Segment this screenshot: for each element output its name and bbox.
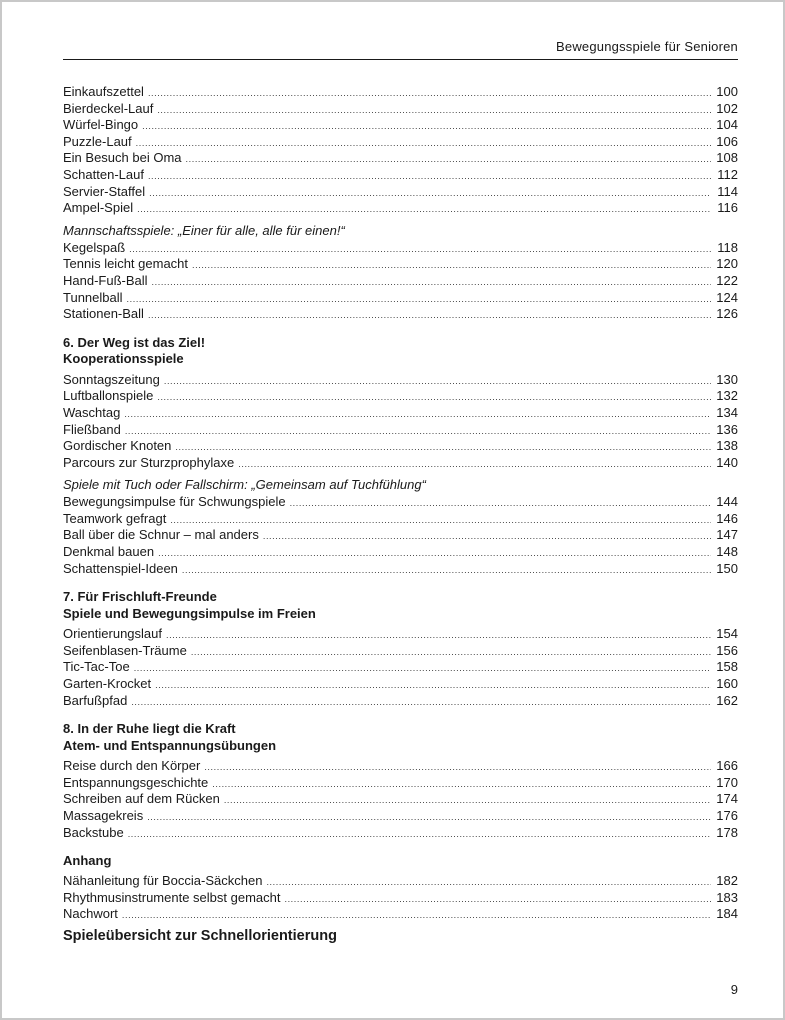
dot-leader — [125, 423, 711, 440]
dot-leader — [127, 291, 711, 308]
toc-entry-label: Sonntagszeitung — [63, 371, 160, 387]
toc-entry-label: Einkaufszettel — [63, 84, 144, 99]
toc-entry-page: 174 — [716, 791, 738, 807]
toc-entry[interactable] — [63, 659, 738, 676]
toc-entry-label: Hand-Fuß-Ball — [63, 272, 148, 288]
dot-leader — [290, 495, 711, 512]
toc-entry-label: Waschtag — [63, 404, 121, 420]
toc-entry-label: Nachwort — [63, 906, 118, 922]
toc-entry[interactable] — [63, 240, 738, 257]
toc-entry-page: 140 — [716, 454, 738, 470]
dot-leader — [224, 792, 711, 809]
toc-entry-page: 182 — [716, 873, 738, 889]
toc-entry[interactable] — [63, 167, 738, 184]
toc-entry-label: Teamwork gefragt — [63, 510, 167, 526]
toc-entry-page: 160 — [716, 676, 738, 692]
toc-entry-label: Tennis leicht gemacht — [63, 256, 189, 272]
toc-entry-label: Ein Besuch bei Oma — [63, 150, 182, 166]
toc-entry-page: 134 — [716, 404, 738, 420]
toc-entry-label: Parcours zur Sturzprophylaxe — [63, 454, 235, 470]
toc-entry[interactable] — [63, 405, 738, 422]
toc-entry-label: Kegelspaß — [63, 239, 126, 255]
chapter-title: 6. Der Weg ist das Ziel! — [63, 334, 206, 350]
toc-entry-label: Orientierungslauf — [63, 626, 162, 642]
dot-leader — [152, 274, 711, 291]
chapter-subtitle: Spiele und Bewegungsimpulse im Freien — [63, 605, 316, 621]
dot-leader — [142, 118, 711, 135]
toc-chapter-7 — [63, 589, 738, 709]
chapter-heading — [63, 589, 738, 622]
toc-entry[interactable] — [63, 290, 738, 307]
toc-entry-page: 176 — [716, 808, 738, 823]
toc-entry-page: 132 — [716, 388, 738, 404]
dot-leader — [128, 826, 711, 843]
toc-entry-page: 148 — [716, 544, 738, 560]
toc-entry[interactable] — [63, 676, 738, 693]
dot-leader — [212, 776, 711, 793]
dot-leader — [148, 168, 711, 185]
toc-entry[interactable] — [63, 372, 738, 389]
toc-entry-page: 104 — [716, 117, 738, 133]
toc-entry-page: 100 — [716, 84, 738, 99]
toc-subheading: Spiele mit Tuch oder Fallschirm: „Gemeinsam auf Tuchfühlung“ — [63, 477, 426, 493]
dot-leader — [122, 907, 711, 924]
toc-entry-label: Stationen-Ball — [63, 306, 144, 322]
toc-entry-label: Garten-Krocket — [63, 676, 152, 692]
toc-subheading: Mannschaftsspiele: „Einer für alle, alle für einen!“ — [63, 222, 345, 238]
toc-entry-page: 112 — [717, 166, 738, 182]
toc-entry-label: Denkmal bauen — [63, 544, 155, 560]
toc-entry[interactable] — [63, 825, 738, 842]
toc-entry-page: 162 — [716, 692, 738, 708]
toc-entry-page: 170 — [716, 774, 738, 790]
toc-entry[interactable] — [63, 150, 738, 167]
running-title: Bewegungsspiele für Senioren — [556, 39, 738, 54]
toc-entry[interactable] — [63, 890, 738, 907]
header-rule — [63, 59, 738, 60]
toc-entry[interactable] — [63, 256, 738, 273]
toc-entry[interactable] — [63, 422, 738, 439]
toc-entry-label: Luftballonspiele — [63, 388, 154, 404]
toc-entry[interactable] — [63, 101, 738, 118]
toc-entry-label: Puzzle-Lauf — [63, 133, 132, 149]
toc-entry-label: Backstube — [63, 824, 124, 840]
toc-entry-page: 144 — [716, 494, 738, 510]
toc-entry[interactable] — [63, 117, 738, 134]
toc-entry[interactable] — [63, 643, 738, 660]
toc-entry-page: 146 — [716, 510, 738, 526]
toc-entry[interactable] — [63, 273, 738, 290]
toc-entry-label: Bewegungsimpulse für Schwungspiele — [63, 494, 286, 510]
toc-entry-label: Tunnelball — [63, 289, 123, 305]
dot-leader — [124, 406, 711, 423]
toc-entry[interactable] — [63, 775, 738, 792]
quick-reference-heading[interactable]: Spieleübersicht zur Schnellorientierung — [63, 927, 337, 944]
toc-entry-page: 118 — [717, 239, 738, 255]
chapter-title: 8. In der Ruhe liegt die Kraft — [63, 721, 236, 737]
dot-leader — [158, 545, 711, 562]
toc-entry-label: Rhythmusinstrumente selbst gemacht — [63, 889, 281, 905]
dot-leader — [136, 135, 711, 152]
dot-leader — [166, 627, 711, 644]
toc-entry[interactable] — [63, 544, 738, 561]
dot-leader — [164, 373, 711, 390]
toc-entry-page: 120 — [716, 256, 738, 272]
toc-entry-label: Servier-Staffel — [63, 183, 146, 199]
dot-leader — [129, 241, 711, 258]
toc-entry-page: 114 — [717, 183, 738, 199]
toc-entry-label: Schatten-Lauf — [63, 166, 144, 182]
toc-entry-label: Schattenspiel-Ideen — [63, 560, 178, 576]
toc-entry-page: 158 — [716, 659, 738, 675]
toc-entry-label: Barfußpfad — [63, 692, 128, 708]
toc-entry[interactable] — [63, 873, 738, 890]
chapter-subtitle: Kooperationsspiele — [63, 351, 184, 367]
toc-entry-label: Schreiben auf dem Rücken — [63, 791, 220, 807]
toc-entry-page: 156 — [716, 642, 738, 658]
chapter-subtitle: Atem- und Entspannungsübungen — [63, 737, 277, 753]
toc-entry-page: 154 — [716, 626, 738, 642]
dot-leader — [148, 85, 711, 102]
toc-entry-page: 178 — [716, 824, 738, 840]
dot-leader — [191, 644, 711, 661]
dot-leader — [170, 512, 711, 529]
toc-entry[interactable] — [63, 511, 738, 528]
dot-leader — [175, 439, 711, 456]
toc-entry-page: 147 — [716, 527, 738, 543]
toc-entry-page: 102 — [716, 100, 738, 116]
chapter-title: 7. Für Frischluft-Freunde — [63, 589, 217, 605]
toc-entry-label: Gordischer Knoten — [63, 438, 172, 454]
dot-leader — [263, 528, 711, 545]
toc-entry-label: Fließband — [63, 421, 121, 437]
toc-chapter-8 — [63, 721, 738, 841]
toc-entry[interactable] — [63, 306, 738, 323]
toc-entry-label: Seifenblasen-Träume — [63, 642, 187, 658]
toc-entry-label: Ball über die Schnur – mal anders — [63, 527, 259, 543]
toc-entry[interactable] — [63, 455, 738, 472]
table-of-contents — [63, 84, 738, 946]
dot-leader — [157, 102, 711, 119]
toc-entry-page: 116 — [717, 200, 738, 216]
toc-entry[interactable] — [63, 184, 738, 201]
toc-section-continued — [63, 84, 738, 323]
toc-entry-page: 124 — [716, 289, 738, 305]
toc-chapter-6 — [63, 335, 738, 578]
toc-entry[interactable] — [63, 84, 738, 101]
toc-entry[interactable] — [63, 906, 738, 923]
dot-leader — [157, 389, 711, 406]
dot-leader — [186, 151, 711, 168]
toc-entry-label: Würfel-Bingo — [63, 117, 139, 133]
toc-entry[interactable] — [63, 388, 738, 405]
toc-entry-label: Ampel-Spiel — [63, 200, 134, 216]
toc-entry[interactable] — [63, 561, 738, 578]
toc-entry-page: 122 — [716, 272, 738, 288]
dot-leader — [266, 874, 711, 891]
toc-entry-label: Bierdeckel-Lauf — [63, 100, 154, 116]
chapter-heading — [63, 335, 738, 368]
toc-entry[interactable] — [63, 494, 738, 511]
dot-leader — [148, 307, 711, 324]
toc-entry[interactable] — [63, 693, 738, 710]
dot-leader — [147, 809, 711, 826]
toc-entry-page: 166 — [716, 758, 738, 774]
dot-leader — [284, 891, 711, 908]
toc-entry-label: Reise durch den Körper — [63, 758, 201, 774]
dot-leader — [204, 759, 711, 776]
chapter-heading — [63, 721, 738, 754]
toc-entry-page: 150 — [716, 560, 738, 576]
dot-leader — [182, 562, 711, 579]
page-number: 9 — [730, 982, 738, 997]
dot-leader — [149, 185, 711, 202]
toc-entry-label: Entspannungsgeschichte — [63, 774, 209, 790]
toc-entry-label: Massagekreis — [63, 808, 144, 823]
toc-entry[interactable] — [63, 438, 738, 455]
toc-entry[interactable] — [63, 626, 738, 643]
toc-entry-page: 138 — [716, 438, 738, 454]
toc-entry[interactable] — [63, 758, 738, 775]
toc-entry[interactable] — [63, 527, 738, 544]
toc-entry[interactable] — [63, 134, 738, 151]
toc-entry[interactable] — [63, 791, 738, 808]
toc-entry[interactable] — [63, 200, 738, 217]
toc-entry-label: Nähanleitung für Boccia-Säckchen — [63, 873, 263, 889]
dot-leader — [131, 694, 711, 711]
toc-entry-page: 136 — [716, 421, 738, 437]
dot-leader — [134, 660, 711, 677]
toc-entry-page: 183 — [716, 889, 738, 905]
dot-leader — [155, 677, 711, 694]
toc-entry-page: 130 — [716, 371, 738, 387]
dot-leader — [192, 257, 711, 274]
toc-entry-page: 184 — [716, 906, 738, 922]
toc-entry-page: 108 — [716, 150, 738, 166]
toc-entry[interactable] — [63, 808, 738, 825]
dot-leader — [137, 201, 711, 218]
dot-leader — [238, 456, 711, 473]
toc-entry-page: 126 — [716, 306, 738, 322]
toc-entry-label: Tic-Tac-Toe — [63, 659, 130, 675]
toc-entry-page: 106 — [716, 133, 738, 149]
appendix-heading: Anhang — [63, 853, 112, 869]
toc-appendix — [63, 852, 738, 946]
